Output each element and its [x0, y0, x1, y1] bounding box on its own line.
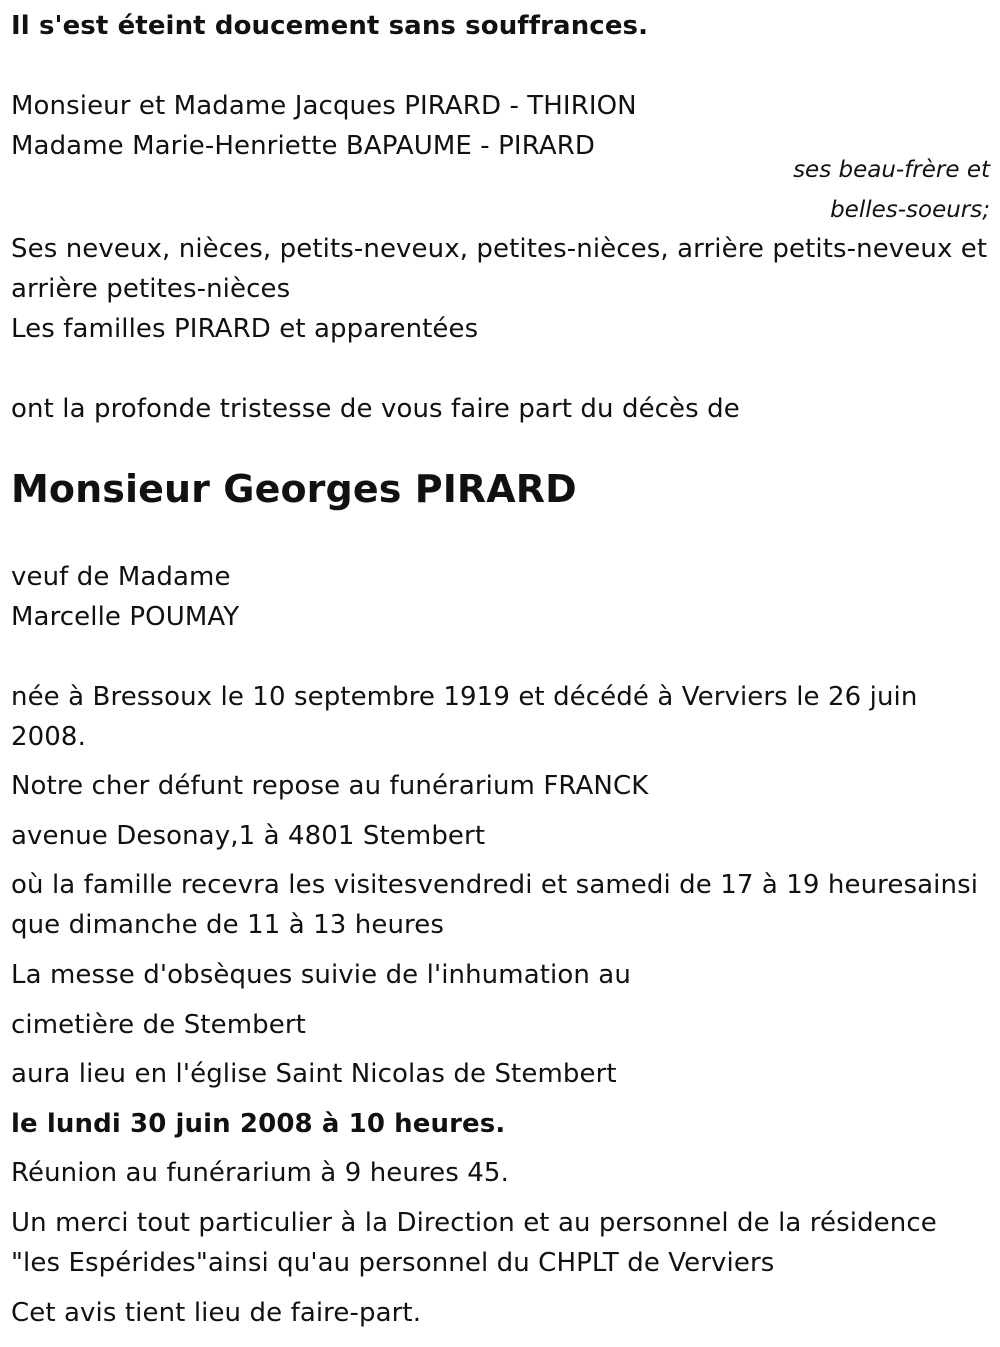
- widow-line-2: Marcelle POUMAY: [11, 602, 240, 632]
- rest-line-1: Notre cher défunt repose au funérarium FRANCK: [11, 771, 649, 801]
- nephews-line-2: arrière petites-nièces: [11, 274, 291, 304]
- rest-line-2: avenue Desonay,1 à 4801 Stembert: [11, 821, 486, 851]
- visits-line-1: où la famille recevra les visitesvendredi et samedi de 17 à 19 heuresainsi: [11, 870, 979, 900]
- relation-line-1: ses beau-frère et: [793, 157, 990, 183]
- announcement-line: ont la profonde tristesse de vous faire part du décès de: [11, 394, 740, 424]
- deceased-name: Monsieur Georges PIRARD: [11, 467, 577, 511]
- birth-line-2: 2008.: [11, 722, 86, 752]
- opening-line: Il s'est éteint doucement sans souffrances.: [11, 11, 649, 41]
- family-line-2: Madame Marie-Henriette BAPAUME - PIRARD: [11, 131, 595, 161]
- mass-line-3: aura lieu en l'église Saint Nicolas de Stembert: [11, 1059, 617, 1089]
- visits-line-2: que dimanche de 11 à 13 heures: [11, 910, 445, 940]
- mass-date: le lundi 30 juin 2008 à 10 heures.: [11, 1109, 506, 1139]
- mass-line-2: cimetière de Stembert: [11, 1010, 306, 1040]
- family-line-1: Monsieur et Madame Jacques PIRARD - THIRION: [11, 91, 637, 121]
- closing-line: Cet avis tient lieu de faire-part.: [11, 1298, 422, 1328]
- nephews-line-1: Ses neveux, nièces, petits-neveux, petites-nièces, arrière petits-neveux et: [11, 234, 988, 264]
- widow-line-1: veuf de Madame: [11, 562, 231, 592]
- families-line: Les familles PIRARD et apparentées: [11, 314, 479, 344]
- thanks-line-2: "les Espérides"ainsi qu'au personnel du CHPLT de Verviers: [11, 1248, 775, 1278]
- relation-line-2: belles-soeurs;: [830, 197, 990, 223]
- meeting-line: Réunion au funérarium à 9 heures 45.: [11, 1158, 509, 1188]
- thanks-line-1: Un merci tout particulier à la Direction et au personnel de la résidence: [11, 1208, 937, 1238]
- birth-line-1: née à Bressoux le 10 septembre 1919 et décédé à Verviers le 26 juin: [11, 682, 918, 712]
- mass-line-1: La messe d'obsèques suivie de l'inhumation au: [11, 960, 631, 990]
